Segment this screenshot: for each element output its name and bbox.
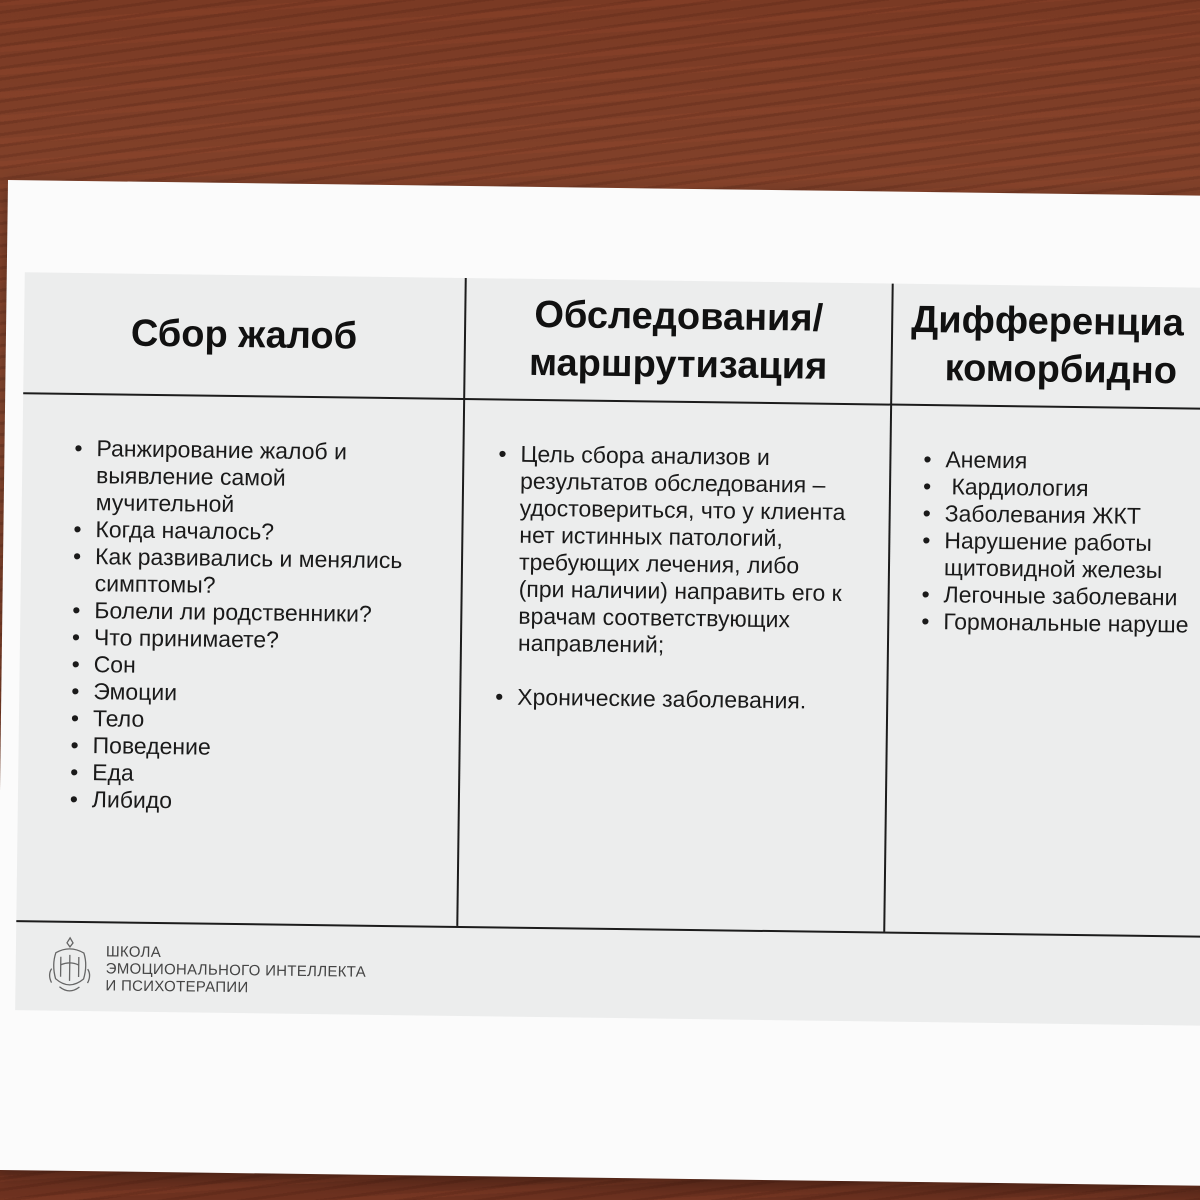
bullet-list	[491, 440, 846, 715]
list-item: • Эмоции	[71, 677, 178, 706]
printed-sheet	[0, 180, 1200, 1186]
column-title	[465, 278, 892, 404]
list-item: • Сон	[71, 650, 136, 678]
column-title-line: коморбидно	[944, 347, 1178, 393]
list-item: • Как развивались и менялись симптомы?	[72, 542, 403, 598]
list-item: • Заболевания ЖКТ	[922, 500, 1142, 529]
list-item: • Гормональные наруше	[921, 607, 1189, 638]
column-title-line: Сбор жалоб	[130, 312, 358, 358]
list-item: • Тело	[70, 704, 145, 732]
list-item: • Болели ли родственники?	[72, 596, 372, 627]
list-item: • Нарушение работы щитовидной железы	[922, 527, 1163, 584]
column-title-line: Дифференциа	[910, 298, 1185, 345]
slide	[15, 272, 1200, 1026]
column-title-line: Обследования/	[534, 293, 824, 340]
column-complaints	[16, 272, 464, 926]
school-name-line: И ПСИХОТЕРАПИИ	[105, 976, 249, 996]
list-item: • Еда	[70, 758, 134, 786]
list-item: • Когда началось?	[73, 515, 275, 545]
column-examinations	[458, 278, 891, 932]
list-item: • Анемия	[923, 446, 1028, 474]
bullet-list	[66, 435, 404, 817]
column-title-line: маршрутизация	[528, 341, 828, 388]
list-item: • Поведение	[70, 731, 211, 760]
footer	[45, 933, 366, 1007]
column-title	[892, 284, 1200, 409]
list-item: • Хронические заболевания.	[495, 683, 807, 714]
school-name-line: ШКОЛА	[105, 942, 162, 961]
school-crest-icon	[45, 934, 94, 1002]
column-differential	[885, 284, 1200, 937]
list-item: • Ранжирование жалоб и выявление самой мучительной	[74, 434, 348, 517]
list-item: • Что принимаете?	[71, 623, 280, 653]
bullet-list	[917, 446, 1191, 639]
list-item: • Цель сбора анализов и результатов обследования – удостовериться, что у клиента нет истинных патологий, требующих лечения, либо (при наличии) направить его к врачам соответствующих направлений;	[498, 440, 846, 658]
column-title	[23, 272, 465, 398]
school-name-line: ЭМОЦИОНАЛЬНОГО ИНТЕЛЛЕКТА	[105, 959, 367, 981]
school-name	[105, 943, 366, 997]
list-item: • Легочные заболевани	[921, 580, 1178, 611]
list-item: • Кардиология	[922, 473, 1089, 502]
list-item: • Либидо	[69, 785, 173, 814]
